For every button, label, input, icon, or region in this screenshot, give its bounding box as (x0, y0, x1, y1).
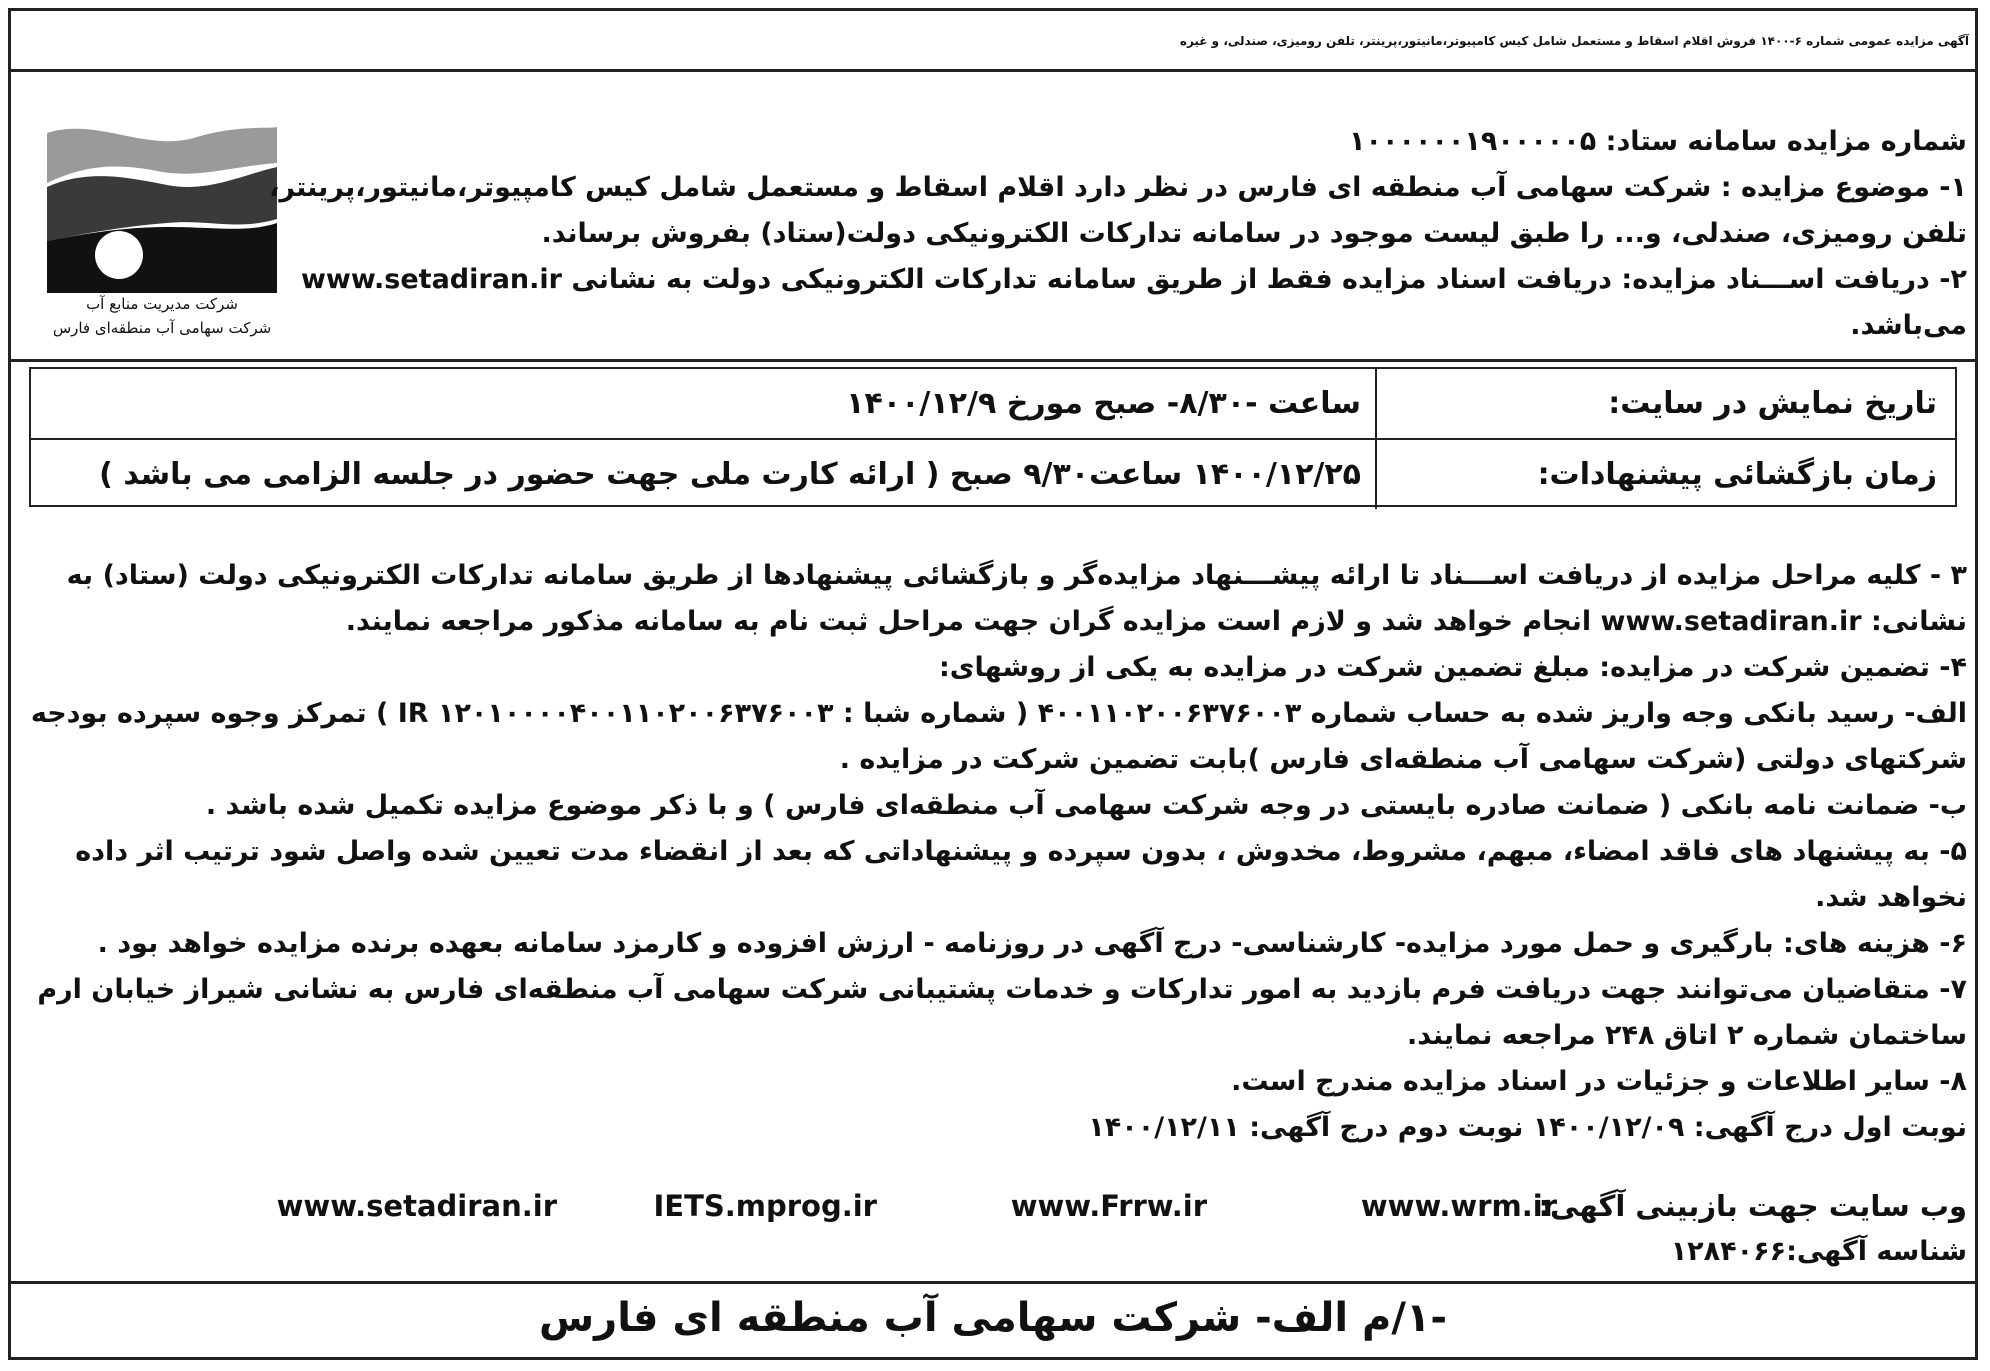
website-link[interactable]: www.wrm.ir (1360, 1189, 1557, 1223)
logo-caption-line1: شرکت مدیریت منابع آب (86, 295, 238, 313)
display-date-label: تاریخ نمایش در سایت: (1375, 369, 1955, 438)
logo-caption-line2: شرکت سهامی آب منطقه‌ای فارس (52, 319, 272, 337)
title-divider (11, 69, 1975, 72)
documents-line-1: ۲- دریافت اســـناد مزایده: دریافت اسناد مزایده فقط از طریق سامانه تدارکات الکترونیکی دولت به نشانی www.setadiran.ir (300, 264, 1967, 295)
clause-5-line-1: ۵- به پیشنهاد های فاقد امضاء، مبهم، مشروط، مخدوش ، بدون سپرده و پیشنهاداتی که بعد از انقضاء مدت تعیین شده واصل شود ترتیب اثر داده (75, 836, 1967, 867)
subject-line-1: ۱- موضوع مزایده : شرکت سهامی آب منطقه ای فارس در نظر دارد اقلام اسقاط و مستعمل شامل کیس کامپیوتر،مانیتور،پرینتر، (269, 172, 1967, 203)
website-link[interactable]: IETS.mprog.ir (653, 1189, 877, 1223)
schedule-table (29, 367, 1957, 507)
clause-3-line-1: ۳ - کلیه مراحل مزایده از دریافت اســـناد تا ارائه پیشـــنهاد مزایده‌گر و بازگشائی پیشنهادها از طریق سامانه تدارکات الکترونیکی دولت (ستاد) به (66, 560, 1967, 591)
opening-time-label: زمان بازگشائی پیشنهادات: (1375, 440, 1955, 509)
clause-4a-line-1: الف- رسید بانکی وجه واریز شده به حساب شماره ۴۰۰۱۱۰۲۰۰۶۳۷۶۰۰۳ ( شماره شبا : IR ۱۲۰۱۰۰۰۰۴۰۰۱۱۰۲۰۰۶۳۷۶۰۰۳ ) تمرکز وجوه سپرده بودجه (30, 698, 1967, 729)
footer-signature: -۱/م الف- شرکت سهامی آب منطقه ای فارس (538, 1295, 1448, 1341)
clause-4a-line-2: شرکتهای دولتی (شرکت سهامی آب منطقه‌ای فارس )بابت تضمین شرکت در مزایده . (839, 744, 1967, 775)
website-link[interactable]: www.setadiran.ir (276, 1189, 557, 1223)
auction-notice (8, 8, 1978, 1360)
documents-line-2: می‌باشد. (1850, 310, 1967, 341)
notice-title: آگهی مزایده عمومی شماره ۶-۱۴۰۰ فروش اقلام اسقاط و مستعمل شامل کیس کامپیوتر،مانیتور،پرینتر، تلفن رومیزی، صندلی، و غیره (1179, 34, 1969, 48)
publication-dates: نوبت اول درج آگهی: ۱۴۰۰/۱۲/۰۹ نوبت دوم درج آگهی: ۱۴۰۰/۱۲/۱۱ (1088, 1112, 1967, 1143)
schedule-row (31, 369, 1955, 438)
schedule-row (31, 438, 1955, 509)
clause-4: ۴- تضمین شرکت در مزایده: مبلغ تضمین شرکت در مزایده به یکی از روشهای: (938, 652, 1967, 683)
clause-8: ۸- سایر اطلاعات و جزئیات در اسناد مزایده مندرج است. (1231, 1066, 1967, 1097)
auction-number: شماره مزایده سامانه ستاد: ۱۰۰۰۰۰۰۱۹۰۰۰۰۰۵ (1349, 126, 1967, 157)
clause-5-line-2: نخواهد شد. (1815, 882, 1967, 913)
websites-label: وب سایت جهت بازبینی آگهی: (1538, 1189, 1967, 1223)
clause-4b: ب- ضمانت نامه بانکی ( ضمانت صادره بایستی در وجه شرکت سهامی آب منطقه‌ای فارس ) و با ذکر موضوع مزایده تکمیل شده باشد . (205, 790, 1967, 821)
clause-3-line-2: نشانی: www.setadiran.ir انجام خواهد شد و لازم است مزایده گران جهت مراحل ثبت نام به سامانه مذکور مراجعه نمایند. (345, 606, 1967, 637)
intro-divider (11, 359, 1975, 362)
website-link[interactable]: www.Frrw.ir (1010, 1189, 1207, 1223)
clause-7-line-2: ساختمان شماره ۲ اتاق ۲۴۸ مراجعه نمایند. (1407, 1020, 1967, 1051)
display-date-value: ساعت -۸/۳۰- صبح مورخ ۱۴۰۰/۱۲/۹ (846, 386, 1361, 421)
clause-6: ۶- هزینه های: بارگیری و حمل مورد مزایده- کارشناسی- درج آگهی در روزنامه - ارزش افزوده و کارمزد سامانه بعهده برنده مزایده خواهد بود . (97, 928, 1967, 959)
clause-7-line-1: ۷- متقاضیان می‌توانند جهت دریافت فرم بازدید به امور تدارکات و خدمات پشتیبانی شرکت سهامی آب منطقه‌ای فارس به نشانی شیراز خیابان ارم (37, 974, 1967, 1005)
subject-line-2: تلفن رومیزی، صندلی، و... را طبق لیست موجود در سامانه تدارکات الکترونیکی دولت(ستاد) بفروش برساند. (541, 218, 1967, 249)
ad-id: شناسه آگهی:۱۲۸۴۰۶۶ (1670, 1236, 1967, 1267)
opening-time-value: ۱۴۰۰/۱۲/۲۵ ساعت۹/۳۰ صبح ( ارائه کارت ملی جهت حضور در جلسه الزامی می باشد ) (99, 457, 1361, 492)
websites-line (19, 1183, 1967, 1229)
